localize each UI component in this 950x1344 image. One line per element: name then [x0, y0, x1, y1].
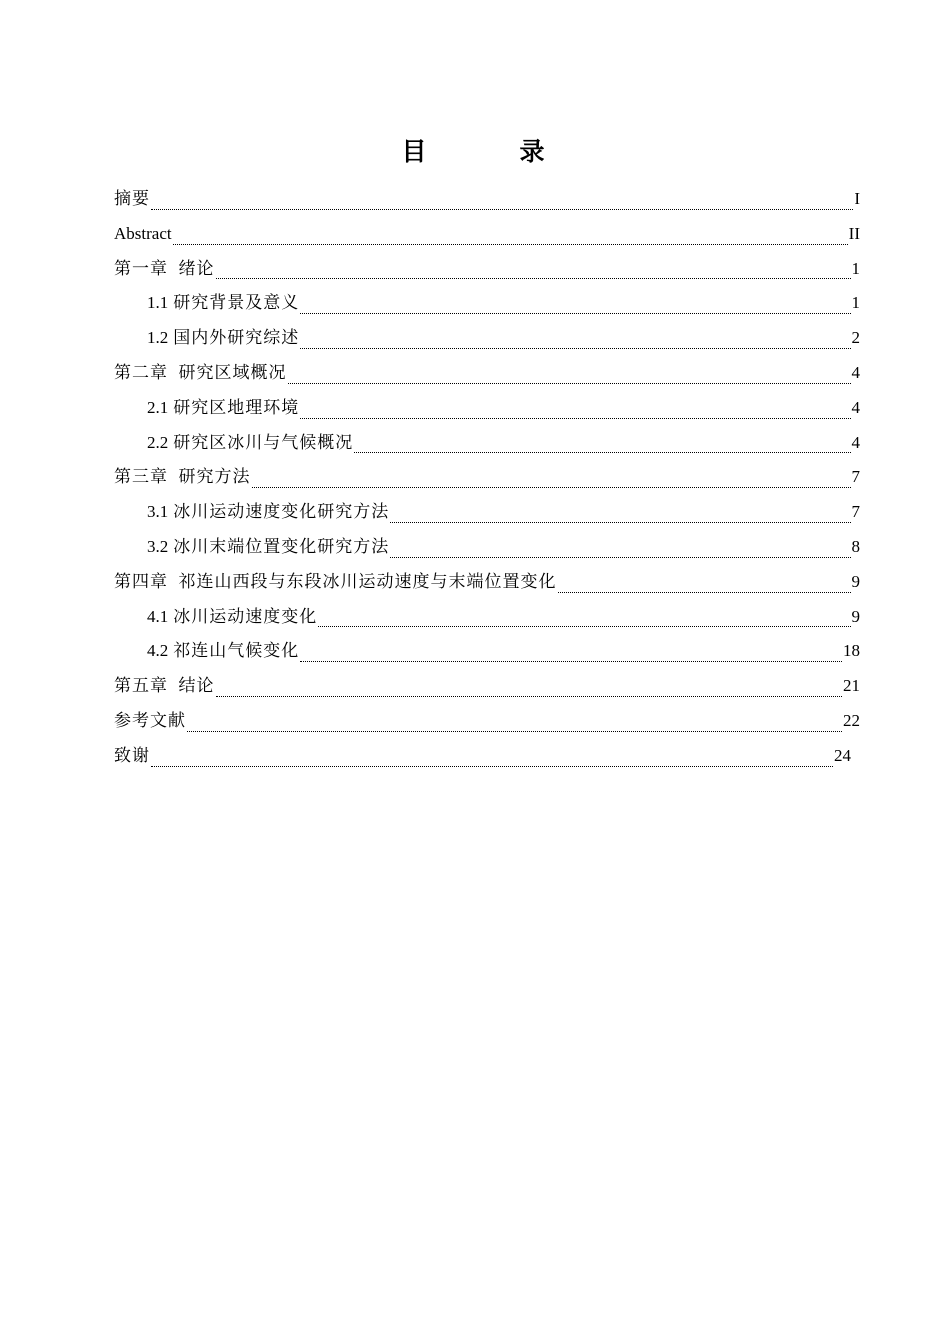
toc-page-number: 24 — [834, 745, 851, 765]
section-number: 2.1 — [147, 397, 169, 417]
toc-entry-references[interactable] — [114, 704, 860, 739]
toc-page-number: 1 — [851, 293, 860, 313]
section-number: 4.2 — [147, 641, 169, 661]
toc-page-number: I — [854, 189, 860, 208]
dot-leader — [288, 382, 851, 384]
toc-entry-label: Abstract — [114, 223, 172, 243]
toc-entry-label — [147, 495, 389, 530]
toc-entry-label — [147, 530, 389, 565]
toc-page-number: 18 — [843, 641, 860, 661]
section-title: 冰川运动速度变化 — [173, 606, 318, 626]
toc-entry-label: 第四章 祁连山西段与东段冰川运动速度与末端位置变化 — [114, 571, 557, 591]
dot-leader — [187, 730, 842, 732]
toc-entry-label: 摘要 — [114, 189, 150, 208]
dot-leader — [558, 591, 851, 593]
dot-leader — [151, 765, 833, 767]
toc-page-number: 4 — [851, 397, 860, 417]
section-number: 4.1 — [147, 606, 169, 626]
toc-entry-label: 参考文献 — [114, 710, 186, 730]
section-number: 3.1 — [147, 502, 169, 522]
dot-leader — [318, 625, 850, 627]
section-number: 1.1 — [147, 293, 169, 313]
toc-entry-label — [147, 426, 353, 461]
section-title: 冰川运动速度变化研究方法 — [173, 502, 390, 522]
toc-page-number: 8 — [851, 536, 860, 556]
section-number: 3.2 — [147, 536, 169, 556]
toc-entry-label — [147, 286, 299, 321]
toc-entry-label: 第三章 研究方法 — [114, 467, 251, 487]
dot-leader — [390, 556, 850, 558]
dot-leader — [252, 486, 851, 488]
toc-entry-section-2-2[interactable] — [114, 426, 860, 461]
dot-leader — [300, 347, 850, 349]
toc-entry-label — [147, 600, 317, 635]
toc-entry-chapter-3[interactable] — [114, 460, 860, 495]
section-title: 祁连山气候变化 — [173, 641, 300, 661]
section-title: 研究区地理环境 — [173, 397, 300, 417]
dot-leader — [151, 208, 853, 210]
toc-entry-label: 致谢 — [114, 745, 150, 765]
toc-entry-chapter-2[interactable] — [114, 356, 860, 391]
toc-entry-section-3-1[interactable] — [114, 495, 860, 530]
toc-page-number: 22 — [843, 710, 860, 730]
dot-leader — [216, 695, 843, 697]
section-title: 研究背景及意义 — [173, 293, 300, 313]
dot-leader — [173, 243, 848, 245]
toc-entry-acknowledgements[interactable] — [114, 739, 860, 774]
toc-page-number: II — [848, 223, 860, 243]
dot-leader — [300, 312, 850, 314]
section-title: 冰川末端位置变化研究方法 — [173, 536, 390, 556]
dot-leader — [300, 417, 850, 419]
toc-entry-abstract-en[interactable] — [114, 217, 860, 252]
toc-entry-abstract-cn[interactable] — [114, 182, 860, 217]
toc-entry-label: 第五章 结论 — [114, 676, 215, 696]
section-title: 研究区冰川与气候概况 — [173, 432, 354, 452]
toc-entry-chapter-5[interactable] — [114, 669, 860, 704]
section-number: 1.2 — [147, 328, 169, 348]
section-number: 2.2 — [147, 432, 169, 452]
toc-entry-label — [147, 321, 299, 356]
toc-entry-label — [147, 634, 299, 669]
dot-leader — [354, 451, 850, 453]
toc-entry-section-4-1[interactable] — [114, 600, 860, 635]
toc-page-number: 9 — [851, 606, 860, 626]
toc-entry-chapter-4[interactable] — [114, 565, 860, 600]
toc-entry-section-3-2[interactable] — [114, 530, 860, 565]
dot-leader — [216, 277, 851, 279]
toc-entry-section-4-2[interactable] — [114, 634, 860, 669]
toc-entry-section-1-2[interactable] — [114, 321, 860, 356]
toc-page-number: 4 — [851, 432, 860, 452]
toc-page-number: 7 — [851, 502, 860, 522]
toc-page-number: 2 — [851, 328, 860, 348]
dot-leader — [390, 521, 850, 523]
toc-entry-label — [147, 391, 299, 426]
toc-entry-section-1-1[interactable] — [114, 286, 860, 321]
toc-entry-label: 第二章 研究区域概况 — [114, 362, 287, 382]
toc-page-number: 9 — [851, 571, 860, 591]
toc-page-number: 7 — [851, 467, 860, 487]
toc-entry-section-2-1[interactable] — [114, 391, 860, 426]
toc-entry-label: 第一章 绪论 — [114, 258, 215, 278]
toc-page-number: 1 — [851, 258, 860, 278]
section-title: 国内外研究综述 — [173, 328, 300, 348]
toc-page-number: 4 — [851, 362, 860, 382]
page-title: 目 录 — [401, 137, 579, 166]
toc-entry-chapter-1[interactable] — [114, 252, 860, 287]
dot-leader — [300, 660, 842, 662]
toc-page-number: 21 — [843, 676, 860, 696]
table-of-contents — [114, 182, 860, 774]
